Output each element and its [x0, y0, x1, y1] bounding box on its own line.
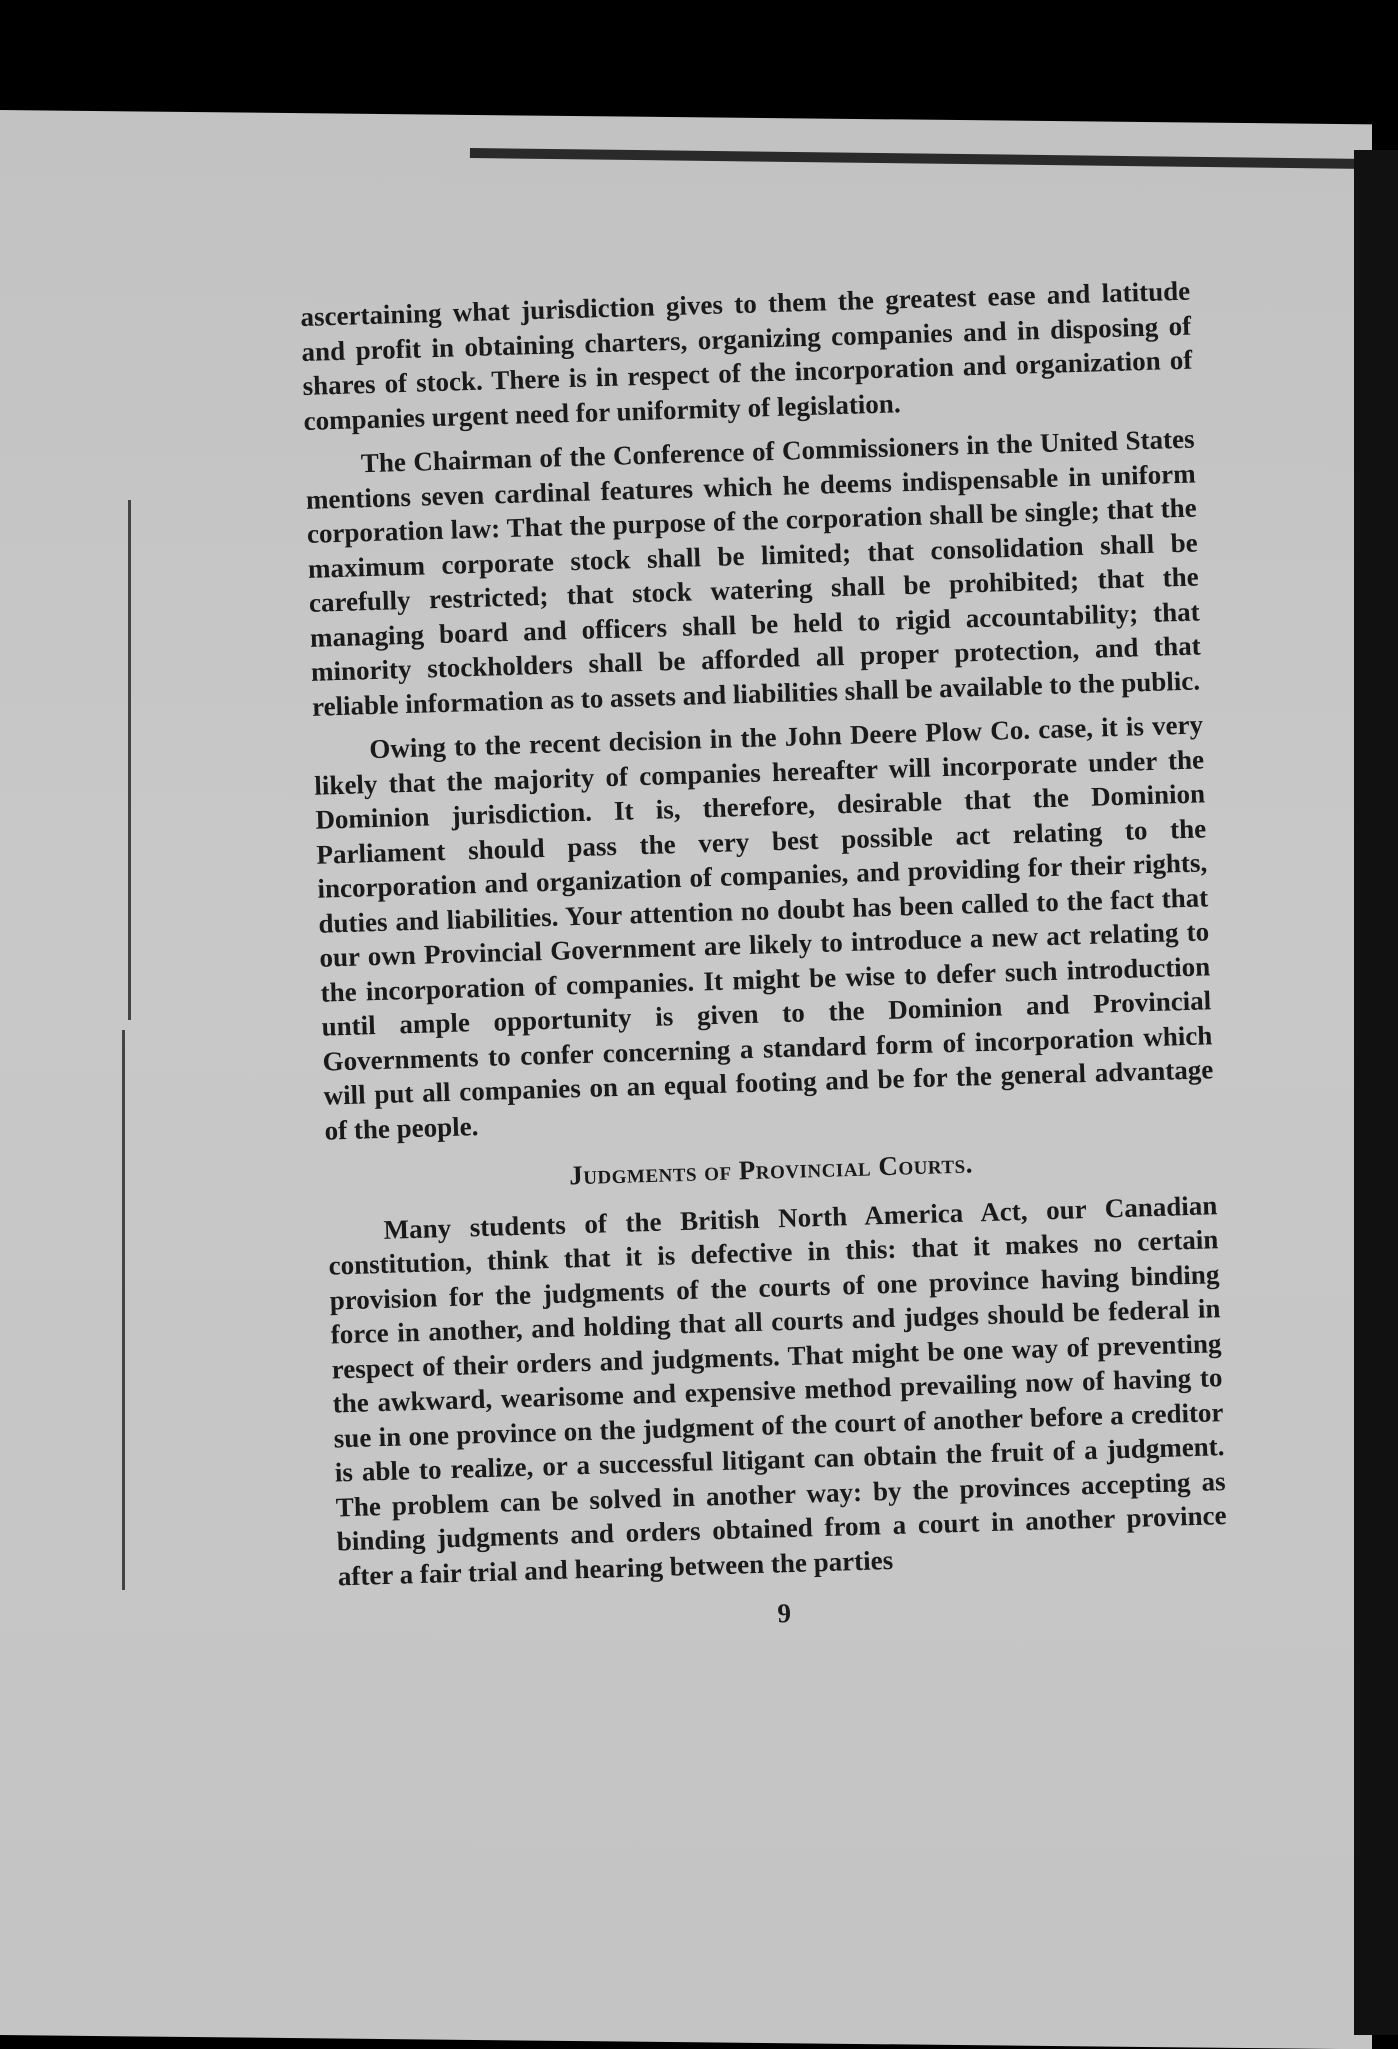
page-number: 9	[776, 1598, 792, 1629]
paragraph-3: Owing to the recent decision in the John Deere Plow Co. case, it is very likely that the majority of companies hereafter will incorporate under the Dominion jurisdiction. It is, therefore, desirable that the Dominion Parliament should pass the very best possible act relating to the incorporation and organization of companies, and providing for their rights, duties and liabilities. Your attention no doubt has been called to the fact that our own Provincial Government are likely to introduce a new act relating to the incorporation of companies. It might be wise to defer such introduction until ample opportunity is given to the Dominion and Provincial Governments to confer concerning a standard form of incorporation which will put all companies on an equal footing and be for the general advantage of the people.	[313, 709, 1214, 1146]
binding-mark-upper	[128, 500, 131, 1020]
section-heading: Judgments of Provincial Courts.	[568, 1148, 974, 1191]
paragraph-1: ascertaining what jurisdiction gives to them the greatest ease and latitude and profit in obtaining charters, organizing companies and in disposing of shares of stock. There is in respect of the incorporation and organization of companies urgent need for uniformity of legislation.	[300, 275, 1193, 436]
page-right-edge	[1354, 150, 1398, 2035]
paragraph-4: Many students of the British North America Act, our Canadian constitution, think that it is defective in this: that it makes no certain provision for the judgments of the courts of one province having binding force in another, and holding that all courts and judges should be federal in respect of their orders and judgments. That might be one way of preventing the awkward, wearisome and expensive method prevailing now of having to sue in one province on the judgment of the court of another before a creditor is able to realize, or a successful litigant can obtain the fruit of a judgment. The problem can be solved in another way: by the provinces accepting as binding judgments and orders obtained from a court in another province after a fair trial and hearing between the parties	[328, 1189, 1227, 1591]
paragraph-2: The Chairman of the Conference of Commissioners in the United States mentions seven cardinal features which he deems indispensable in uniform corporation law: That the purpose of the corporation shall be single; that the maximum corporate stock shall be limited; that consolidation shall be carefully restricted; that stock watering shall be prohibited; that the managing board and officers shall be held to rigid accountability; that minority stockholders shall be afforded all proper protection, and that reliable information as to assets and liabilities shall be available to the public.	[305, 423, 1202, 722]
page-text	[300, 274, 1229, 1644]
binding-mark-lower	[122, 1030, 125, 1590]
